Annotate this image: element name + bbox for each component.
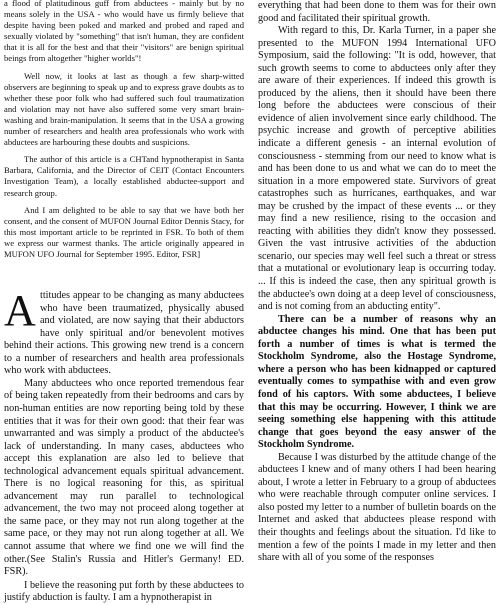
intro-paragraph-2: Well now, it looks at last as though a few sharp-witted observers are beginning to speak up and to express grave doubts as to whether these poor folk who had suffered such foul traumatization and violation may not have also suffered some very smart brain-washing and brain-manipulation. It seems that in the USA a growing number of researchers and health area professionals who work with abductees are harbouring these doubts and suspicions.	[4, 70, 244, 148]
intro-paragraph-4: And I am delighted to be able to say that we have both her consent, and the consent of MUFON Journal Editor Dennis Stacy, for this most important article to be reprinted in FSR. To both of them we express our warmest thanks. The article originally appeared in MUFON UFO Journal for September 1995. Editor, FSR]	[4, 204, 244, 259]
right-paragraph-4: Because I was disturbed by the attitude change of the abductees I knew and of many others I had been hearing about, I wrote a letter in February to a group of abductees who were reachable through computer online services. I also posted my letter to a number of bulletin boards on the Internet and asked that abductees please respond with their thoughts and feelings about the situation. I'd like to mention a few of the points I made in my letter and then share with all of you some of the responses	[258, 451, 496, 564]
intro-paragraph-1: a flood of platitudinous guff from abductees - mainly but by no means solely in the USA - who would have us firmly believe that despite having been poked and marked and probed and raped and sexually violated by "something" that isn't human, they are confident that it is all for the best and that their "visitors" are benign spiritual beings from altogether "higher worlds"!	[4, 0, 244, 64]
body-paragraph-1: Many abductees who once reported tremendous fear of being taken repeatedly from their bedrooms and cars by non-human entities are now reporting being told by these entities that it was for their own good: that their fear was unwarranted and was simply a product of the abductee's lack of understanding. In many cases, abductees who accept this explanation are also led to believe that technological advancement equals spiritual advancement. There is no logical reasoning for this, as spiritual advancement may run parallel to technological advancement, the two may not proceed along together at the same pace, or they may not run along together at the same pace, or they may not run along together at all. We cannot assume that where we find one we will find the other.(See Stalin's Russia and Hitler's Germany! ED. FSR).	[4, 377, 244, 578]
drop-cap: A	[4, 286, 36, 336]
right-paragraph-2: With regard to this, Dr. Karla Turner, in a paper she presented to the MUFON 1994 International UFO Symposium, said the following: "It is odd, however, that such growth seems to come to abductees only after they are aware of their experiences. If indeed this growth is produced by the aliens, then it should have been there long before the abductees were conscious of their evidence of alien involvement since early childhood. The psychic increase and growth of perceptive abilities indicate a different genesis - an internal evolution of consciousness - stemming from our need to know what is and has been done to us and what we can do to meet the situation in a more empowered state. Survivors of great catastrophes such as hurricanes, earthquakes, and war may be crushed by the impact of these events ... or they may find a new resilience, rising to the occasion and reacting with abilities they didn't know they possessed. Given the vast intrusive activities of the abduction scenario, our species may well feel such a threat or stress that a mutational or evolutionary leap is occurring today. ... If this is indeed the case, then any spiritual growth is the abductee's own doing at a deep level of consciousness, and is not coming from an abducting entity".	[258, 25, 496, 313]
body-paragraph-2: I believe the reasoning put forth by these abductees to justify abduction is faulty. I am a hypnotherapist in	[4, 579, 244, 604]
right-paragraph-1: everything that had been done to them was for their own good and facilitated their spiritual growth.	[258, 0, 496, 24]
right-paragraph-3: There can be a number of reasons why an abductee changes his mind. One that has been put forth a number of times is what is termed the Stockholm Syndrome, also the Hostage Syndrome, where a person who has been kidnapped or captured eventually comes to sympathise with and even grow fond of his captors. With some abductees, I believe that this may be occurring. However, I think we are seeing something else happening with this attitude change that goes beyond the easy answer of the Stockholm Syndrome.	[258, 313, 496, 451]
lead-paragraph: ttitudes appear to be changing as many abductees who have been traumatized, physically abused and violated, are now saying that their abductors have only spiritual and/or benevolent motives behind their actions. This growing new trend is a concern to a number of researchers and health area professionals who work with abductees.	[4, 290, 244, 377]
left-column	[4, 0, 244, 604]
intro-paragraph-3: The author of this article is a CHTand hypnotherapist in Santa Barbara, California, and the Director of CEIT (Contact Encounters Investigation Team), a locally established abductee-support and research group.	[4, 154, 244, 198]
article-body-left	[4, 378, 244, 605]
article-lead	[4, 286, 244, 378]
right-column	[258, 0, 496, 564]
